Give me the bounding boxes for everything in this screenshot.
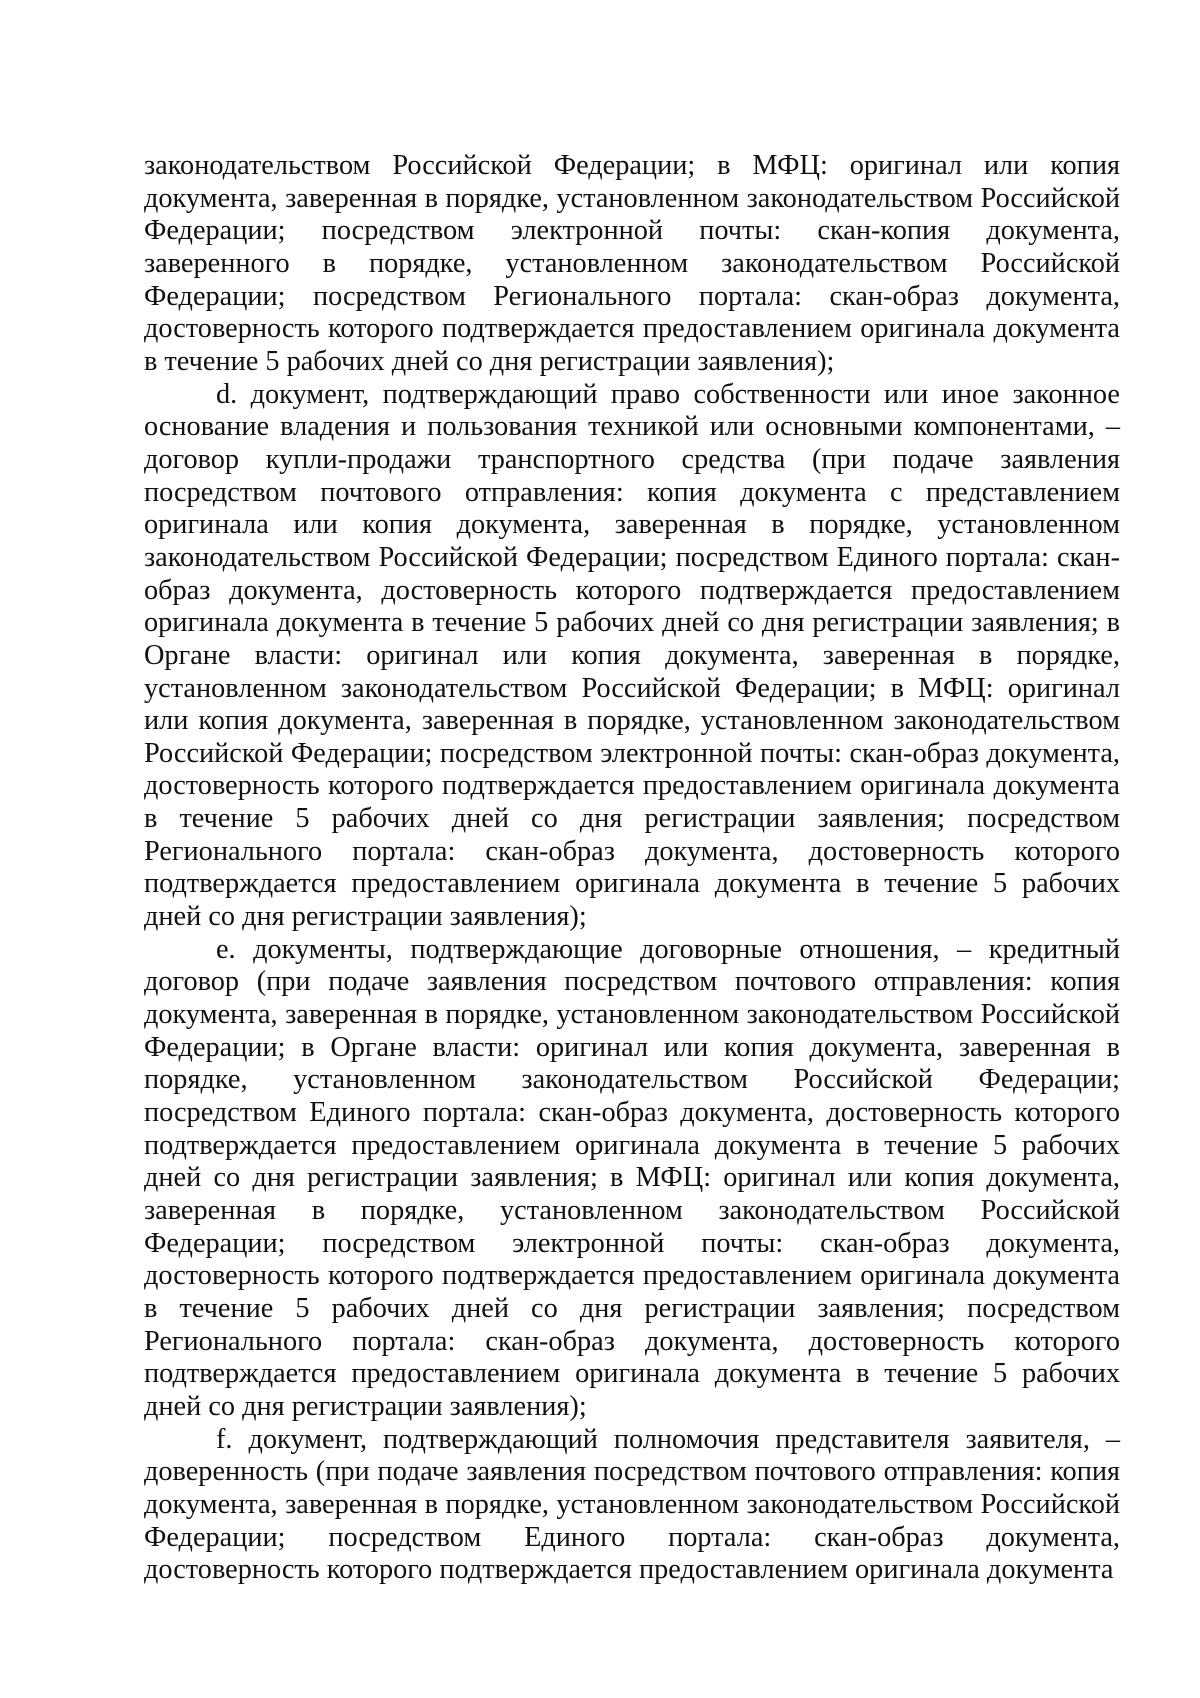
paragraph-continuation: законодательством Российской Федерации; в МФЦ: оригинал или копия документа, заверенная в порядке, установленном законодательством Российской Федерации; посредством электронной почты: скан-копия документа, заверенного в порядке, установленном законодательством Российской Федерации; посредством Регионального портала: скан-образ документа, достоверность которого подтверждается предоставлением оригинала документа в течение 5 рабочих дней со дня регистрации заявления); (144, 150, 1120, 377)
paragraph-item-d: d. документ, подтверждающий право собственности или иное законное основание владения и пользования техникой или основными компонентами, – договор купли-продажи транспортного средства (при подаче заявления посредством почтового отправления: копия документа с представлением оригинала или копия документа, заверенная в порядке, установленном законодательством Российской Федерации; посредством Единого портала: скан-образ документа, достоверность которого подтверждается предоставлением оригинала документа в течение 5 рабочих дней со дня регистрации заявления; в Органе власти: оригинал или копия документа, заверенная в порядке, установленном законодательством Российской Федерации; в МФЦ: оригинал или копия документа, заверенная в порядке, установленном законодательством Российской Федерации; посредством электронной почты: скан-образ документа, достоверность которого подтверждается предоставлением оригинала документа в течение 5 рабочих дней со дня регистрации заявления; посредством Регионального портала: скан-образ документа, достоверность которого подтверждается предоставлением оригинала документа в течение 5 рабочих дней со дня регистрации заявления); (144, 378, 1120, 933)
paragraph-item-f: f. документ, подтверждающий полномочия представителя заявителя, – доверенность (при подаче заявления посредством почтового отправления: копия документа, заверенная в порядке, установленном законодательством Российской Федерации; посредством Единого портала: скан-образ документа, достоверность которого подтверждается предоставлением оригинала документа (144, 1423, 1120, 1586)
document-body (144, 150, 1120, 1587)
paragraph-item-e: e. документы, подтверждающие договорные отношения, – кредитный договор (при подаче заявления посредством почтового отправления: копия документа, заверенная в порядке, установленном законодательством Российской Федерации; в Органе власти: оригинал или копия документа, заверенная в порядке, установленном законодательством Российской Федерации; посредством Единого портала: скан-образ документа, достоверность которого подтверждается предоставлением оригинала документа в течение 5 рабочих дней со дня регистрации заявления; в МФЦ: оригинал или копия документа, заверенная в порядке, установленном законодательством Российской Федерации; посредством электронной почты: скан-образ документа, достоверность которого подтверждается предоставлением оригинала документа в течение 5 рабочих дней со дня регистрации заявления; посредством Регионального портала: скан-образ документа, достоверность которого подтверждается предоставлением оригинала документа в течение 5 рабочих дней со дня регистрации заявления); (144, 933, 1120, 1422)
